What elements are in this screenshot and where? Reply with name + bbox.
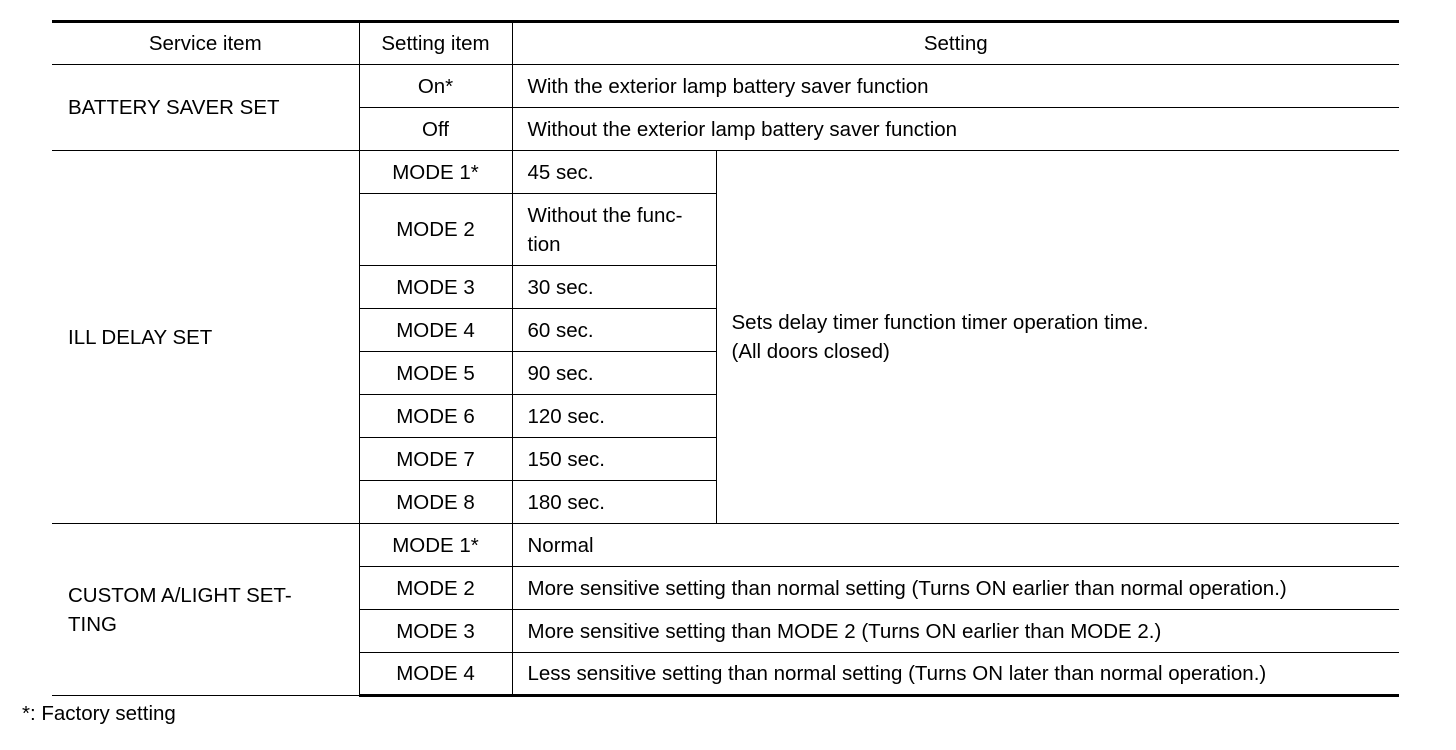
setting-item-mode-8: MODE 8 [359,481,512,524]
footnote: *: Factory setting [22,702,176,725]
header-row [52,22,1399,65]
header-service-item: Service item [52,22,359,65]
service-custom-alight-setting [52,524,359,696]
setting-value: 60 sec. [512,309,716,352]
setting-value: 90 sec. [512,352,716,395]
setting-item-off: Off [359,108,512,151]
setting-description: Without the exterior lamp battery saver function [512,108,1399,151]
header-setting: Setting [512,22,1399,65]
ill-delay-description-line-2: (All doors closed) [731,340,890,363]
setting-value [512,194,716,266]
setting-description: Normal [512,524,1399,567]
table-row [52,151,1399,194]
setting-value: 45 sec. [512,151,716,194]
setting-item-mode-4: MODE 4 [359,309,512,352]
setting-item-mode-2: MODE 2 [359,194,512,266]
setting-description: With the exterior lamp battery saver function [512,65,1399,108]
service-ill-delay-set: ILL DELAY SET [52,151,359,524]
setting-item-mode-2: MODE 2 [359,567,512,610]
ill-delay-description [716,151,1399,524]
service-battery-saver-set: BATTERY SAVER SET [52,65,359,151]
ill-delay-description-line-1: Sets delay timer function timer operation time. [731,311,1149,334]
table-row [52,65,1399,108]
service-name-line-2: TING [68,612,117,636]
service-name-line-1: CUSTOM A/LIGHT SET- [68,583,292,607]
setting-item-mode-4: MODE 4 [359,653,512,696]
setting-item-mode-1: MODE 1* [359,524,512,567]
setting-description: Less sensitive setting than normal setting (Turns ON later than normal operation.) [512,653,1399,696]
setting-value: 120 sec. [512,395,716,438]
setting-item-mode-3: MODE 3 [359,266,512,309]
setting-value: 150 sec. [512,438,716,481]
setting-item-mode-5: MODE 5 [359,352,512,395]
setting-value: 30 sec. [512,266,716,309]
setting-item-mode-6: MODE 6 [359,395,512,438]
setting-item-mode-7: MODE 7 [359,438,512,481]
settings-table [52,20,1399,697]
setting-value-line-1: Without the func- [527,203,683,227]
setting-item-mode-1: MODE 1* [359,151,512,194]
setting-value: 180 sec. [512,481,716,524]
setting-item-on: On* [359,65,512,108]
setting-description: More sensitive setting than MODE 2 (Turns ON earlier than MODE 2.) [512,610,1399,653]
setting-item-mode-3: MODE 3 [359,610,512,653]
setting-description: More sensitive setting than normal setting (Turns ON earlier than normal operation.) [512,567,1399,610]
table-row [52,524,1399,567]
header-setting-item: Setting item [359,22,512,65]
setting-value-line-2: tion [527,232,561,256]
